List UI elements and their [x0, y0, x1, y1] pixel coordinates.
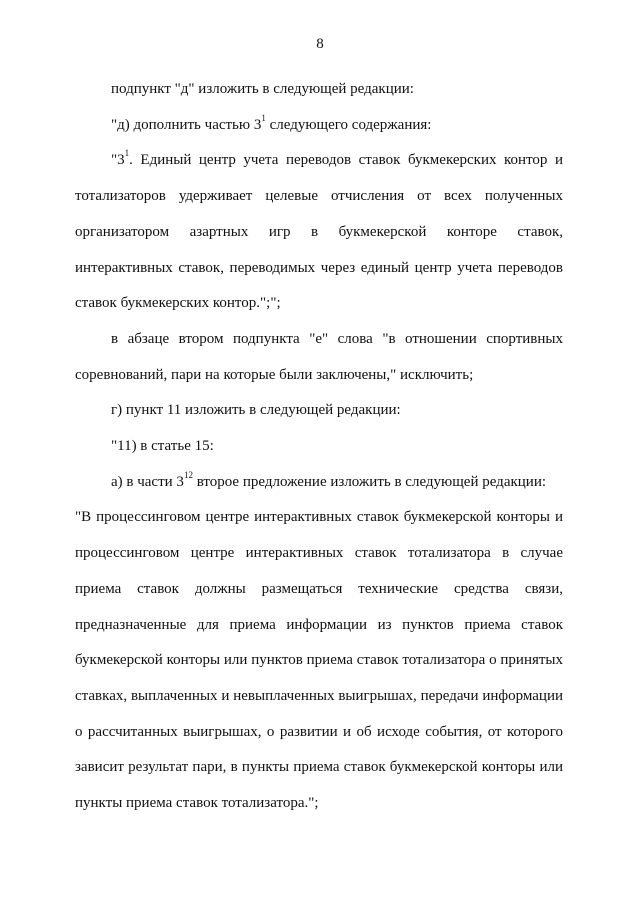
paragraph-text: в абзаце втором подпункта "е" слова "в отношении спортивных соревнований, пари на которые были заключены," исключить;: [75, 330, 563, 383]
page-number: 8: [316, 36, 324, 52]
paragraph-text: "3: [111, 152, 125, 169]
paragraph-text: а) в части 3: [111, 473, 184, 490]
superscript: 1: [261, 112, 266, 123]
paragraph-article-15: [75, 429, 563, 465]
paragraph-part-3-1: [75, 143, 563, 322]
paragraph-text: "11) в статье 15:: [111, 438, 214, 455]
paragraph-subpoint-e: [75, 322, 563, 393]
paragraph-subpoint-d: [75, 72, 563, 108]
paragraph-d-addition: [75, 108, 563, 144]
paragraph-text: "д) дополнить частью 3: [111, 116, 262, 133]
paragraph-point-g: [75, 393, 563, 429]
paragraph-part-3-12: [75, 465, 563, 501]
paragraph-text: подпункт "д" изложить в следующей редакции:: [111, 81, 414, 97]
document-body: [75, 72, 563, 822]
paragraph-text: второе предложение изложить в следующей редакции:: [192, 473, 547, 490]
paragraph-text: "В процессинговом центре интерактивных ставок букмекерской конторы и процессинговом центре интерактивных ставок тотализатора в случае приема ставок должны размещаться технические средства связи, предназначенные для приема информации из пунктов приема ставок букмекерской конторы или пунктов приема ставок тотализатора о принятых ставках, выплаченных и невыплаченных выигрышах, передачи информации о рассчитанных выигрышах, о развитии и об исходе события, от которого зависит результат пари, в пункты приема ставок букмекерской конторы или пункты приема ставок тотализатора.";: [75, 509, 563, 812]
superscript: 12: [183, 469, 193, 480]
paragraph-processing-center-quote: [75, 500, 563, 821]
superscript: 1: [124, 148, 130, 159]
paragraph-text: г) пункт 11 изложить в следующей редакции:: [111, 402, 401, 419]
paragraph-text: . Единый центр учета переводов ставок букмекерских контор и тотализаторов удерживает целевые отчисления от всех полученных организатором азартных игр в букмекерской конторе ставок, интерактивных ставок, переводимых через единый центр учета переводов ставок букмекерских контор.";";: [75, 152, 563, 312]
paragraph-text: следующего содержания:: [265, 116, 432, 133]
